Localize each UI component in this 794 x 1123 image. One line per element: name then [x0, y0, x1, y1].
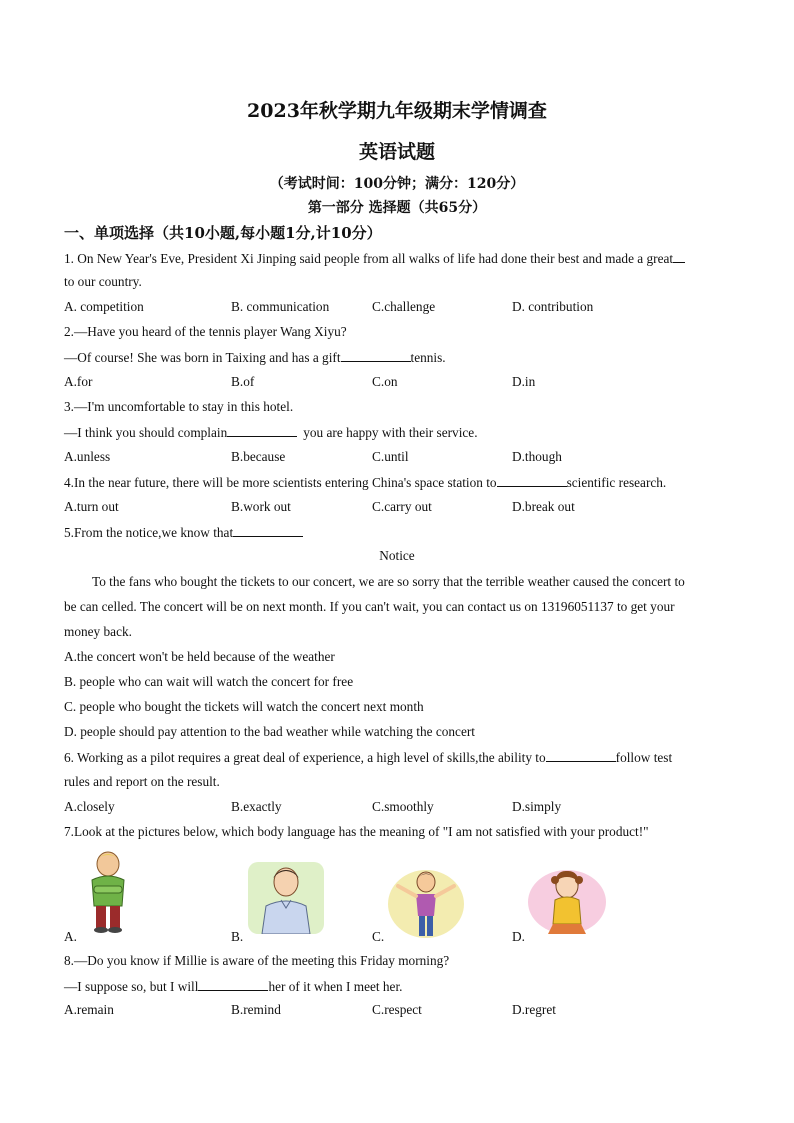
- notice-line-2: be can celled. The concert will be on next month. If you can't wait, you can contact us on 13196051137 to get your: [64, 599, 675, 614]
- q6-stem: [64, 748, 672, 767]
- q8-line1: 8.—Do you know if Millie is aware of the meeting this Friday morning?: [64, 953, 450, 968]
- q8-option-b: B.remind: [231, 1002, 281, 1017]
- q3-option-d: D.though: [512, 449, 562, 464]
- q2-line2: [64, 348, 446, 367]
- q4-option-c: C.carry out: [372, 499, 432, 514]
- q6-stem-cont: rules and report on the result.: [64, 774, 220, 789]
- section-heading: 一、单项选择（共10小题,每小题1分,计10分）: [64, 224, 382, 242]
- q8-option-c: C.respect: [372, 1002, 422, 1017]
- q3-option-c: C.until: [372, 449, 409, 464]
- q8-line2-end: her of it when I meet her.: [268, 979, 403, 994]
- q1-option-a: A. competition: [64, 299, 144, 314]
- q6-option-a: A.closely: [64, 799, 115, 814]
- q4-stem-text: 4.In the near future, there will be more scientists entering China's space station to: [64, 475, 497, 490]
- q3-blank: [227, 423, 297, 437]
- q7-option-c: C.: [372, 929, 385, 944]
- q6-blank: [546, 748, 616, 762]
- q3-line2-end: you are happy with their service.: [303, 425, 478, 440]
- q5-option-b: B. people who can wait will watch the concert for free: [64, 674, 354, 689]
- q4-stem: [64, 473, 666, 492]
- q2-line2-end: tennis.: [410, 350, 446, 365]
- q5-option-c: C. people who bought the tickets will watch the concert next month: [64, 699, 424, 714]
- q5-stem-text: 5.From the notice,we know that: [64, 525, 234, 540]
- q6-stem-end: follow test: [615, 750, 673, 765]
- q4-stem-end: scientific research.: [566, 475, 667, 490]
- q3-option-b: B.because: [231, 449, 286, 464]
- q2-option-d: D.in: [512, 374, 536, 389]
- picture-d-girl: [528, 868, 606, 936]
- q2-option-b: B.of: [231, 374, 255, 389]
- q8-line2: [64, 977, 402, 996]
- q7-option-a: A.: [64, 929, 77, 944]
- q4-option-a: A.turn out: [64, 499, 119, 514]
- picture-c-arms-raised: [388, 868, 464, 940]
- q1-stem: [64, 249, 685, 268]
- q6-stem-text: 6. Working as a pilot requires a great deal of experience, a high level of skills,the ability to: [64, 750, 546, 765]
- q3-option-a: A.unless: [64, 449, 111, 464]
- q8-line2-text: —I suppose so, but I will: [64, 979, 199, 994]
- q5-stem: [64, 523, 303, 542]
- q5-blank: [233, 523, 303, 537]
- q8-blank: [198, 977, 268, 991]
- q4-blank: [497, 473, 567, 487]
- q6-option-b: B.exactly: [231, 799, 282, 814]
- exam-subtitle: 英语试题: [358, 141, 435, 163]
- q2-line2-text: —Of course! She was born in Taixing and has a gift: [64, 350, 341, 365]
- notice-title: Notice: [379, 548, 415, 563]
- q3-line2: [64, 423, 478, 442]
- q8-option-a: A.remain: [64, 1002, 114, 1017]
- notice-line-3: money back.: [64, 624, 132, 639]
- q7-stem: 7.Look at the pictures below, which body language has the meaning of "I am not satisfied with your product!": [64, 824, 649, 839]
- q6-option-d: D.simply: [512, 799, 562, 814]
- q3-line1: 3.—I'm uncomfortable to stay in this hotel.: [64, 399, 294, 414]
- q7-option-b: B.: [231, 929, 244, 944]
- picture-a-arms-crossed: [82, 850, 134, 934]
- q2-option-a: A.for: [64, 374, 93, 389]
- q7-option-d: D.: [512, 929, 525, 944]
- q1-stem-cont: to our country.: [64, 274, 142, 289]
- q5-option-a: A.the concert won't be held because of the weather: [64, 649, 335, 664]
- part-heading: 第一部分 选择题（共65分）: [307, 200, 487, 216]
- exam-title: 2023年秋学期九年级期末学情调查: [247, 100, 547, 122]
- q2-option-c: C.on: [372, 374, 398, 389]
- q3-line2-text: —I think you should complain: [64, 425, 228, 440]
- q2-line1: 2.—Have you heard of the tennis player Wang Xiyu?: [64, 324, 347, 339]
- notice-line-1: To the fans who bought the tickets to our concert, we are so sorry that the terrible weather caused the concert to: [92, 574, 685, 589]
- q5-option-d: D. people should pay attention to the bad weather while watching the concert: [64, 724, 475, 739]
- q4-option-b: B.work out: [231, 499, 291, 514]
- q8-option-d: D.regret: [512, 1002, 556, 1017]
- q1-blank: [673, 249, 685, 263]
- exam-info: （考试时间：100分钟；满分：120分）: [269, 176, 525, 192]
- q2-blank: [341, 348, 411, 362]
- q1-option-c: C.challenge: [372, 299, 436, 314]
- q6-option-c: C.smoothly: [372, 799, 434, 814]
- q1-option-b: B. communication: [231, 299, 330, 314]
- picture-b-man-shirt: [248, 862, 324, 934]
- q1-option-d: D. contribution: [512, 299, 594, 314]
- q4-option-d: D.break out: [512, 499, 575, 514]
- q1-stem-text: 1. On New Year's Eve, President Xi Jinping said people from all walks of life had done their best and made a great: [64, 251, 674, 266]
